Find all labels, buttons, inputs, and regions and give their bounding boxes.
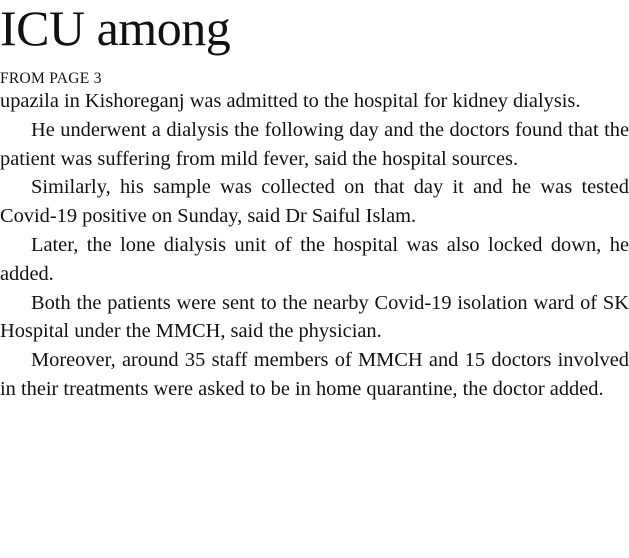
- article-paragraph: Moreover, around 35 staff members of MMCH and 15 doctors involved in their treatments were asked to be in home quarantine, the doctor added.: [0, 349, 629, 400]
- article-paragraph: Later, the lone dialysis unit of the hospital was also locked down, he added.: [0, 233, 629, 285]
- article-paragraph: Both the patients were sent to the nearby Covid-19 isolation ward of SK Hospital under the MMCH, said the physician.: [0, 291, 629, 343]
- article-paragraph: Similarly, his sample was collected on that day it and he was tested Covid-19 positive on Sunday, said Dr Saiful Islam.: [0, 176, 629, 228]
- continued-from-line: FROM PAGE 3: [0, 70, 102, 87]
- article-headline: ICU among: [0, 0, 231, 56]
- article-paragraph: He underwent a dialysis the following day and the doctors found that the patient was suffering from mild fever, said the hospital sources.: [0, 118, 629, 170]
- article-paragraph: upazila in Kishoreganj was admitted to the hospital for kidney dialysis.: [0, 90, 581, 112]
- article-body: [0, 87, 629, 404]
